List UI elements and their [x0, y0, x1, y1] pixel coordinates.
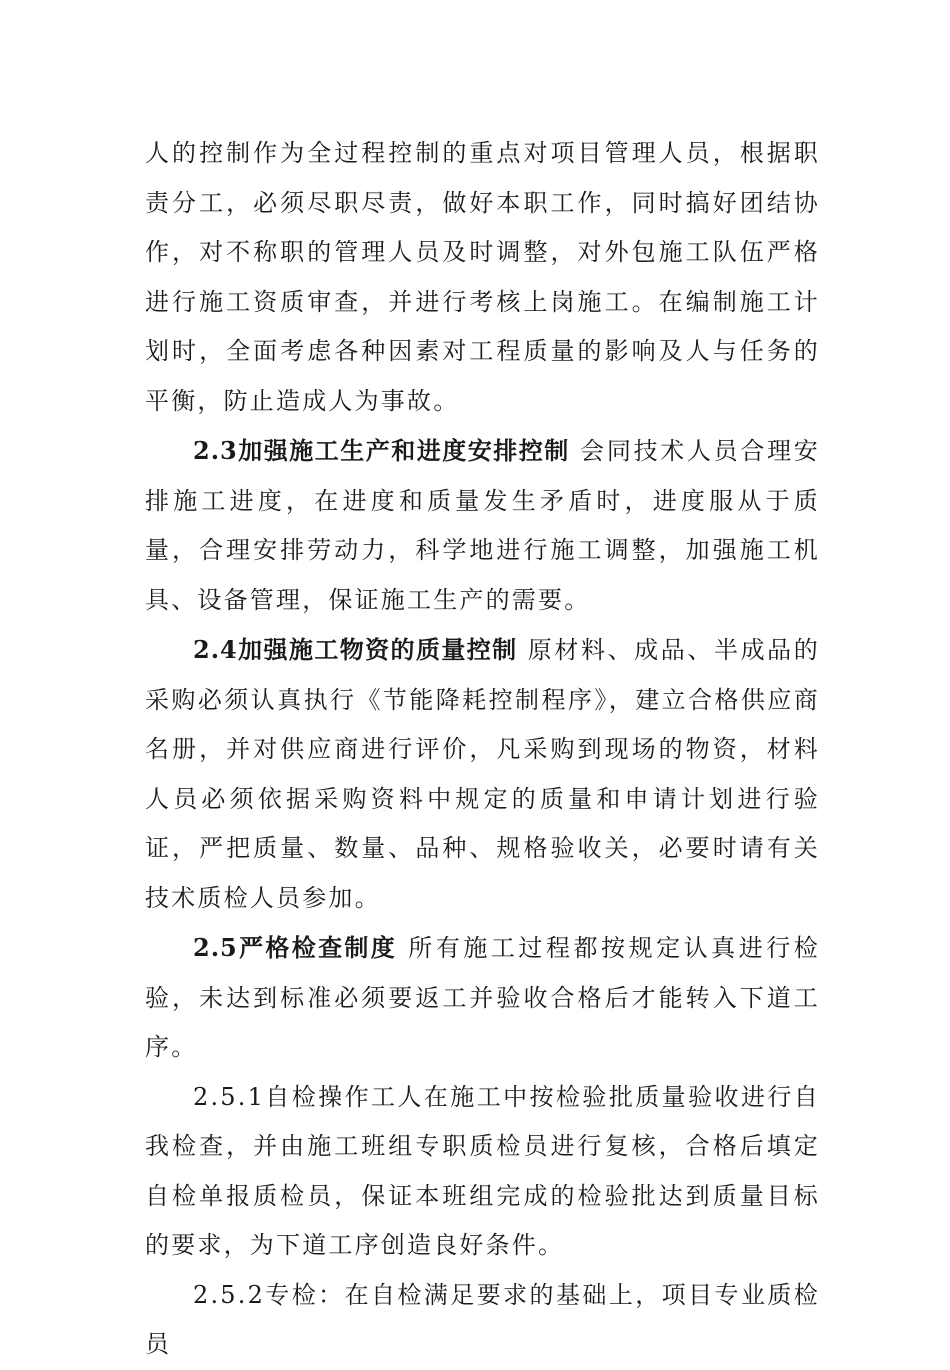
paragraph-text: 原材料、成品、半成品的采购必须认真执行《节能降耗控制程序》，建立合格供应商名册，并对供应商进行评价，凡采购到现场的物资，材料人员必须依据采购资料中规定的质量和申请计划进行验证，严把质量、数量、品种、规格验收关，必要时请有关技术质检人员参加。 [145, 636, 820, 912]
paragraph-2-4 [145, 625, 820, 923]
paragraph-text: 2.5.1自检操作工人在施工中按检验批质量验收进行自我检查，并由施工班组专职质检员进行复核，合格后填定自检单报质检员，保证本班组完成的检验批达到质量目标的要求，为下道工序创造良好条件。 [145, 1082, 820, 1259]
document-page [145, 128, 820, 1370]
paragraph-heading: 2.4加强施工物资的质量控制 [193, 635, 518, 664]
paragraph-2-5-2 [145, 1271, 820, 1370]
paragraph-heading: 2.5严格检查制度 [193, 933, 398, 962]
paragraph-text: 人的控制作为全过程控制的重点对项目管理人员，根据职责分工，必须尽职尽责，做好本职工作，同时搞好团结协作，对不称职的管理人员及时调整，对外包施工队伍严格进行施工资质审查，并进行考核上岗施工。在编制施工计划时，全面考虑各种因素对工程质量的影响及人与任务的平衡，防止造成人为事故。 [145, 139, 820, 415]
paragraph-2-3 [145, 426, 820, 625]
paragraph-2-5 [145, 923, 820, 1073]
paragraph-text: 2.5.2专检：在自检满足要求的基础上，项目专业质检员 [145, 1280, 820, 1358]
paragraph-heading: 2.3加强施工生产和进度安排控制 [193, 436, 570, 465]
paragraph-text: 所有施工过程都按规定认真进行检验，未达到标准必须要返工并验收合格后才能转入下道工序。 [145, 934, 820, 1061]
paragraph-personnel-control [145, 128, 820, 426]
paragraph-2-5-1 [145, 1073, 820, 1271]
paragraph-text: 会同技术人员合理安排施工进度，在进度和质量发生矛盾时，进度服从于质量，合理安排劳动力，科学地进行施工调整，加强施工机具、设备管理，保证施工生产的需要。 [145, 437, 820, 614]
